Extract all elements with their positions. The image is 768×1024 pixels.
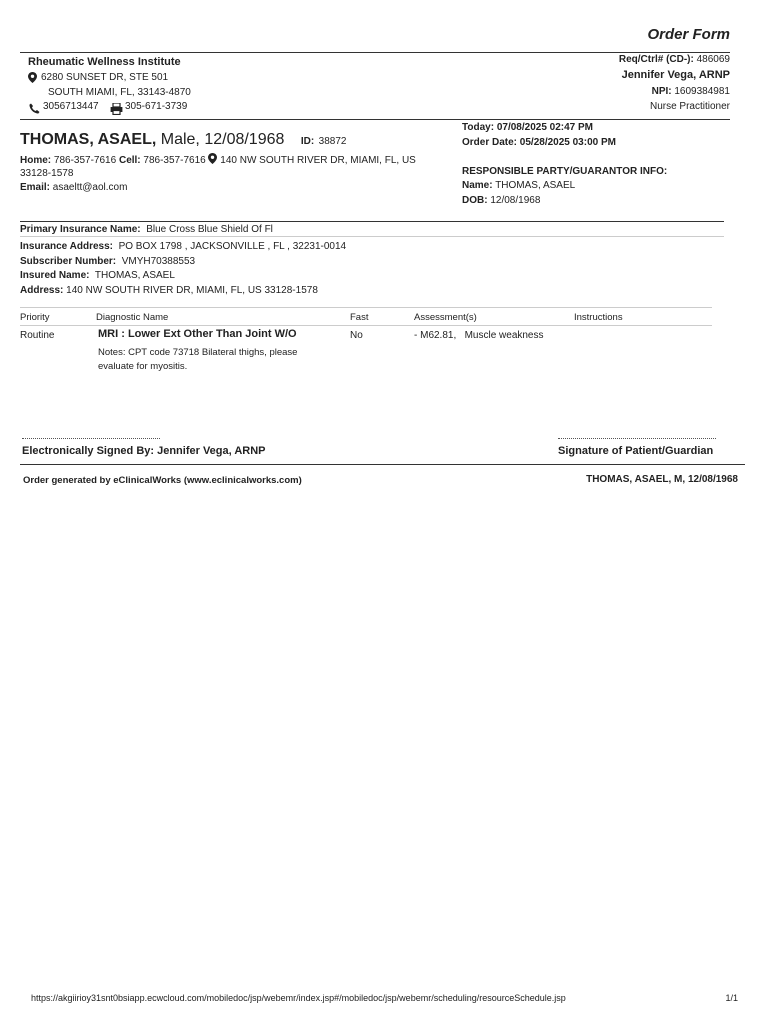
insured-address-label: Address: xyxy=(20,285,64,296)
insured-name-label: Insured Name: xyxy=(20,270,90,281)
provider-title: Nurse Practitioner xyxy=(649,101,730,112)
home-value: 786-357-7616 xyxy=(53,155,117,166)
row-assessment: - M62.81, Muscle weakness xyxy=(414,330,544,341)
provider-name: Jennifer Vega, ARNP xyxy=(621,69,730,81)
insured-address-value: 140 NW SOUTH RIVER DR, MIAMI, FL, US 33128-1578 xyxy=(66,285,318,296)
practice-phone: 3056713447 xyxy=(43,101,99,112)
patient-signature-label: Signature of Patient/Guardian xyxy=(558,445,714,457)
patient-sex-dob: Male, 12/08/1968 xyxy=(160,131,285,148)
table-top-divider xyxy=(20,307,712,308)
patient-name: THOMAS, ASAEL, xyxy=(20,131,157,148)
insurance-divider xyxy=(20,236,724,237)
insurance-address xyxy=(20,241,346,252)
col-header-priority: Priority xyxy=(20,312,50,323)
header-divider xyxy=(20,119,730,120)
patient-id-value: 38872 xyxy=(318,136,347,147)
phone-icon xyxy=(29,103,40,114)
patient-heading xyxy=(20,131,346,149)
order-date xyxy=(462,137,616,148)
guarantor-dob-value: 12/08/1968 xyxy=(490,195,541,206)
patient-contact xyxy=(20,153,416,166)
row-diagnostic-name: MRI : Lower Ext Other Than Joint W/O xyxy=(98,328,297,340)
req-label: Req/Ctrl# (CD-): xyxy=(618,54,694,65)
location-pin-icon xyxy=(28,72,37,83)
signature-divider xyxy=(20,464,745,465)
guarantor-name-value: THOMAS, ASAEL xyxy=(495,180,576,191)
patient-signature-line xyxy=(558,438,716,439)
location-pin-icon xyxy=(208,153,217,164)
primary-insurance-value: Blue Cross Blue Shield Of Fl xyxy=(146,224,273,235)
row-fast: No xyxy=(350,330,363,341)
page-url: https://akgiirioy31snt0bsiapp.ecwcloud.com/mobiledoc/jsp/webemr/index.jsp#/mobiledoc/jsp/webemr/scheduling/resourceSchedule.jsp xyxy=(31,993,566,1003)
practice-address-line2: SOUTH MIAMI, FL, 33143-4870 xyxy=(48,87,191,98)
provider-npi xyxy=(652,86,730,97)
email-label: Email: xyxy=(20,182,51,193)
order-value: 05/28/2025 03:00 PM xyxy=(519,137,616,148)
guarantor-name xyxy=(462,180,575,191)
row-notes-line1: Notes: CPT code 73718 Bilateral thighs, please xyxy=(98,347,298,358)
guarantor-heading: RESPONSIBLE PARTY/GUARANTOR INFO: xyxy=(462,166,668,177)
subscriber-number xyxy=(20,256,195,267)
cell-label: Cell: xyxy=(118,155,141,166)
insured-name-value: THOMAS, ASAEL xyxy=(94,270,175,281)
row-notes-line2: evaluate for myositis. xyxy=(98,361,188,372)
req-ctrl xyxy=(619,54,730,65)
primary-insurance xyxy=(20,224,273,235)
today-date xyxy=(462,122,593,133)
cell-value: 786-357-7616 xyxy=(143,155,206,166)
guarantor-dob xyxy=(462,195,540,206)
order-label: Order Date: xyxy=(462,137,518,148)
patient-divider xyxy=(20,221,724,222)
col-header-diagnostic: Diagnostic Name xyxy=(96,312,169,323)
subscriber-label: Subscriber Number: xyxy=(20,256,117,267)
primary-insurance-label: Primary Insurance Name: xyxy=(20,224,141,235)
guarantor-name-label: Name: xyxy=(462,180,493,191)
generated-by: Order generated by eClinicalWorks (www.eclinicalworks.com) xyxy=(23,475,302,486)
fax-icon xyxy=(110,103,123,115)
footer-patient-ref: THOMAS, ASAEL, M, 12/08/1968 xyxy=(586,474,738,485)
form-title: Order Form xyxy=(647,26,730,43)
email-value: asaeltt@aol.com xyxy=(52,182,128,193)
row-priority: Routine xyxy=(20,330,55,341)
title-divider xyxy=(20,52,730,53)
patient-address-line1: 140 NW SOUTH RIVER DR, MIAMI, FL, US xyxy=(220,155,416,166)
subscriber-value: VMYH70388553 xyxy=(121,256,196,267)
insurance-address-label: Insurance Address: xyxy=(20,241,113,252)
patient-id-label: ID: xyxy=(300,136,315,147)
col-header-fast: Fast xyxy=(350,312,369,323)
practice-fax: 305-671-3739 xyxy=(125,101,188,112)
today-value: 07/08/2025 02:47 PM xyxy=(496,122,594,133)
insurance-address-value: PO BOX 1798 , JACKSONVILLE , FL , 32231-0014 xyxy=(118,241,347,252)
insured-name xyxy=(20,270,175,281)
col-header-instructions: Instructions xyxy=(574,312,623,323)
col-header-assessment: Assessment(s) xyxy=(414,312,477,323)
patient-address-line2: 33128-1578 xyxy=(20,168,74,179)
npi-value: 1609384981 xyxy=(674,86,730,97)
guarantor-dob-label: DOB: xyxy=(462,195,488,206)
electronic-signature-line xyxy=(22,438,160,439)
page-number: 1/1 xyxy=(725,993,738,1003)
today-label: Today: xyxy=(462,122,495,133)
patient-email xyxy=(20,182,127,193)
npi-label: NPI: xyxy=(651,86,672,97)
electronic-signature: Electronically Signed By: Jennifer Vega, ARNP xyxy=(22,445,266,457)
practice-address-line1: 6280 SUNSET DR, STE 501 xyxy=(41,72,169,83)
home-label: Home: xyxy=(20,155,52,166)
table-header-divider xyxy=(20,325,712,326)
insured-address xyxy=(20,285,318,296)
req-value: 486069 xyxy=(696,54,730,65)
practice-name: Rheumatic Wellness Institute xyxy=(28,56,181,68)
